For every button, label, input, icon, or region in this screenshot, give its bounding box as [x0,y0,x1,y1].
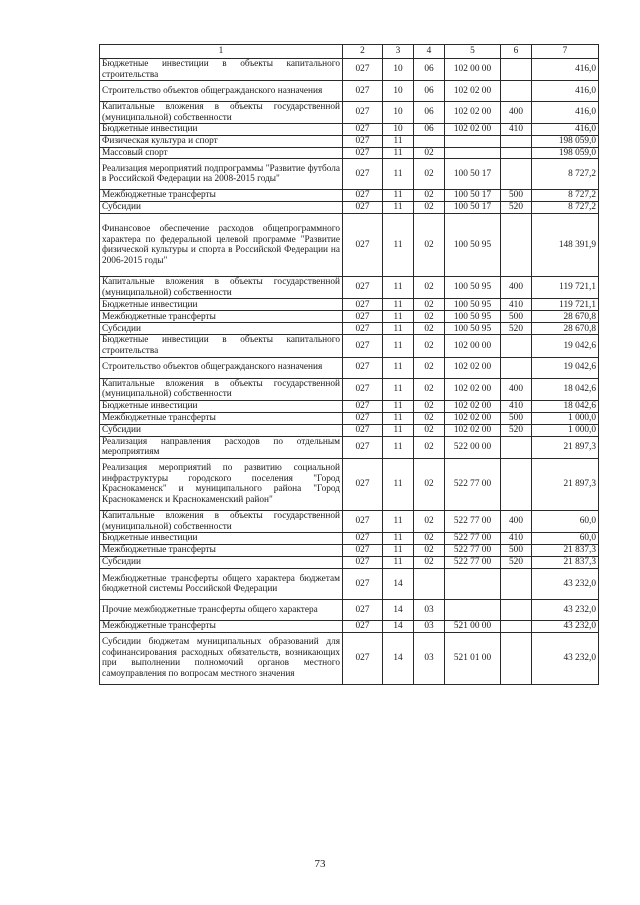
target-article-cell: 100 50 95 [445,277,501,299]
code-cell: 027 [343,400,383,412]
target-article-cell: 522 77 00 [445,545,501,557]
target-article-cell: 100 50 17 [445,202,501,214]
section-cell: 14 [383,569,414,600]
column-header: 5 [445,45,501,59]
section-cell: 11 [383,214,414,277]
expense-type-cell [501,335,532,357]
subsection-cell: 02 [414,277,445,299]
section-cell: 11 [383,277,414,299]
section-cell: 11 [383,299,414,311]
amount-cell: 8 727,2 [532,202,599,214]
target-article-cell: 102 00 00 [445,59,501,81]
table-row [100,202,599,214]
target-article-cell: 100 50 95 [445,214,501,277]
table-row [100,412,599,424]
row-name-cell: Бюджетные инвестиции в объекты капитального строительства [100,335,343,357]
subsection-cell: 02 [414,311,445,323]
column-header: 7 [532,45,599,59]
subsection-cell: 06 [414,59,445,81]
subsection-cell: 02 [414,159,445,190]
section-cell: 10 [383,124,414,136]
row-name-cell: Субсидии [100,323,343,335]
code-cell: 027 [343,214,383,277]
code-cell: 027 [343,378,383,400]
section-cell: 11 [383,436,414,458]
code-cell: 027 [343,621,383,633]
target-article-cell: 522 77 00 [445,557,501,569]
row-name-cell: Капитальные вложения в объекты государственной (муниципальной) собственности [100,102,343,124]
table-row [100,323,599,335]
row-name-cell: Прочие межбюджетные трансферты общего характера [100,600,343,621]
amount-cell: 198 059,0 [532,147,599,159]
row-name-cell: Бюджетные инвестиции [100,533,343,545]
section-cell: 11 [383,202,414,214]
section-cell: 11 [383,147,414,159]
row-name-cell: Субсидии [100,424,343,436]
code-cell: 027 [343,632,383,684]
expense-type-cell: 520 [501,424,532,436]
section-cell: 11 [383,510,414,532]
section-cell: 11 [383,135,414,147]
expense-type-cell: 400 [501,102,532,124]
table-row [100,311,599,323]
expense-type-cell: 520 [501,323,532,335]
table-row [100,124,599,136]
table-row [100,510,599,532]
subsection-cell: 02 [414,545,445,557]
expense-type-cell: 400 [501,277,532,299]
expense-type-cell [501,135,532,147]
subsection-cell: 02 [414,510,445,532]
target-article-cell: 522 77 00 [445,458,501,510]
amount-cell: 416,0 [532,124,599,136]
section-cell: 14 [383,600,414,621]
code-cell: 027 [343,545,383,557]
amount-cell: 1 000,0 [532,424,599,436]
expense-type-cell: 410 [501,299,532,311]
row-name-cell: Бюджетные инвестиции [100,299,343,311]
table-row [100,557,599,569]
subsection-cell: 03 [414,600,445,621]
code-cell: 027 [343,557,383,569]
subsection-cell: 02 [414,533,445,545]
target-article-cell: 522 00 00 [445,436,501,458]
section-cell: 10 [383,81,414,102]
target-article-cell: 100 50 95 [445,311,501,323]
code-cell: 027 [343,323,383,335]
page-number: 73 [314,858,326,870]
code-cell: 027 [343,569,383,600]
table-row [100,81,599,102]
expense-type-cell: 410 [501,400,532,412]
target-article-cell: 102 02 00 [445,102,501,124]
code-cell: 027 [343,202,383,214]
subsection-cell: 02 [414,436,445,458]
amount-cell: 43 232,0 [532,569,599,600]
row-name-cell: Финансовое обеспечение расходов общепрограммного характера по федеральной целевой программе "Развитие физической культуры и спорта в Российской Федерации на 2006-2015 годы" [100,214,343,277]
expense-type-cell [501,458,532,510]
row-name-cell: Массовый спорт [100,147,343,159]
section-cell: 11 [383,190,414,202]
subsection-cell: 02 [414,458,445,510]
amount-cell: 43 232,0 [532,632,599,684]
table-header [100,45,599,59]
row-name-cell: Бюджетные инвестиции в объекты капитального строительства [100,59,343,81]
subsection-cell: 03 [414,621,445,633]
table-row [100,458,599,510]
amount-cell: 119 721,1 [532,277,599,299]
code-cell: 027 [343,135,383,147]
table-row [100,632,599,684]
table-row [100,545,599,557]
row-name-cell: Бюджетные инвестиции [100,400,343,412]
expense-type-cell: 500 [501,190,532,202]
code-cell: 027 [343,190,383,202]
row-name-cell: Субсидии [100,202,343,214]
target-article-cell [445,135,501,147]
expense-type-cell [501,147,532,159]
expense-type-cell [501,59,532,81]
table-row [100,357,599,378]
target-article-cell: 522 77 00 [445,510,501,532]
amount-cell: 60,0 [532,533,599,545]
section-cell: 10 [383,102,414,124]
amount-cell: 1 000,0 [532,412,599,424]
amount-cell: 416,0 [532,59,599,81]
target-article-cell: 522 77 00 [445,533,501,545]
row-name-cell: Межбюджетные трансферты [100,545,343,557]
code-cell: 027 [343,299,383,311]
code-cell: 027 [343,600,383,621]
target-article-cell: 521 00 00 [445,621,501,633]
row-name-cell: Капитальные вложения в объекты государственной (муниципальной) собственности [100,510,343,532]
subsection-cell: 02 [414,400,445,412]
code-cell: 027 [343,311,383,323]
code-cell: 027 [343,159,383,190]
expense-type-cell [501,159,532,190]
table-row [100,335,599,357]
row-name-cell: Межбюджетные трансферты [100,621,343,633]
target-article-cell [445,569,501,600]
row-name-cell: Физическая культура и спорт [100,135,343,147]
section-cell: 11 [383,311,414,323]
expense-type-cell: 520 [501,202,532,214]
amount-cell: 119 721,1 [532,299,599,311]
expense-type-cell: 410 [501,533,532,545]
subsection-cell [414,569,445,600]
amount-cell: 43 232,0 [532,621,599,633]
section-cell: 11 [383,533,414,545]
amount-cell: 148 391,9 [532,214,599,277]
subsection-cell: 02 [414,557,445,569]
table-row [100,378,599,400]
subsection-cell [414,135,445,147]
expense-type-cell: 400 [501,378,532,400]
expense-type-cell: 500 [501,412,532,424]
subsection-cell: 06 [414,81,445,102]
code-cell: 027 [343,102,383,124]
code-cell: 027 [343,436,383,458]
table-row [100,621,599,633]
expense-type-cell [501,621,532,633]
amount-cell: 18 042,6 [532,378,599,400]
column-header: 3 [383,45,414,59]
expense-type-cell: 520 [501,557,532,569]
section-cell: 10 [383,59,414,81]
table-row [100,190,599,202]
expense-type-cell [501,214,532,277]
table-row [100,436,599,458]
code-cell: 027 [343,335,383,357]
amount-cell: 21 897,3 [532,458,599,510]
amount-cell: 21 837,3 [532,545,599,557]
section-cell: 11 [383,378,414,400]
table-row [100,135,599,147]
code-cell: 027 [343,81,383,102]
budget-table [99,44,599,685]
target-article-cell [445,600,501,621]
table-row [100,424,599,436]
row-name-cell: Реализация направления расходов по отдельным мероприятиям [100,436,343,458]
subsection-cell: 02 [414,214,445,277]
target-article-cell: 102 02 00 [445,357,501,378]
section-cell: 11 [383,545,414,557]
subsection-cell: 02 [414,323,445,335]
table-row [100,533,599,545]
amount-cell: 416,0 [532,81,599,102]
amount-cell: 60,0 [532,510,599,532]
amount-cell: 21 897,3 [532,436,599,458]
subsection-cell: 02 [414,357,445,378]
expense-type-cell [501,436,532,458]
amount-cell: 416,0 [532,102,599,124]
amount-cell: 28 670,8 [532,323,599,335]
code-cell: 027 [343,533,383,545]
row-name-cell: Строительство объектов общегражданского назначения [100,81,343,102]
amount-cell: 21 837,3 [532,557,599,569]
code-cell: 027 [343,412,383,424]
expense-type-cell [501,81,532,102]
subsection-cell: 02 [414,412,445,424]
column-header: 2 [343,45,383,59]
target-article-cell: 521 01 00 [445,632,501,684]
code-cell: 027 [343,510,383,532]
target-article-cell: 100 50 95 [445,323,501,335]
section-cell: 11 [383,458,414,510]
amount-cell: 28 670,8 [532,311,599,323]
amount-cell: 43 232,0 [532,600,599,621]
target-article-cell: 100 50 17 [445,190,501,202]
table-row [100,600,599,621]
table-row [100,400,599,412]
amount-cell: 18 042,6 [532,400,599,412]
amount-cell: 19 042,6 [532,335,599,357]
section-cell: 11 [383,335,414,357]
code-cell: 027 [343,424,383,436]
section-cell: 11 [383,424,414,436]
row-name-cell: Капитальные вложения в объекты государственной (муниципальной) собственности [100,277,343,299]
header-row [100,45,599,59]
row-name-cell: Субсидии [100,557,343,569]
table-row [100,214,599,277]
subsection-cell: 02 [414,190,445,202]
table-row [100,277,599,299]
target-article-cell: 102 00 00 [445,335,501,357]
subsection-cell: 06 [414,124,445,136]
row-name-cell: Капитальные вложения в объекты государственной (муниципальной) собственности [100,378,343,400]
target-article-cell: 102 02 00 [445,412,501,424]
row-name-cell: Межбюджетные трансферты [100,412,343,424]
subsection-cell: 06 [414,102,445,124]
section-cell: 14 [383,632,414,684]
section-cell: 11 [383,159,414,190]
expense-type-cell [501,632,532,684]
table-row [100,147,599,159]
column-header: 6 [501,45,532,59]
code-cell: 027 [343,277,383,299]
target-article-cell: 102 02 00 [445,424,501,436]
subsection-cell: 02 [414,335,445,357]
row-name-cell: Реализация мероприятий подпрограммы "Развитие футбола в Российской Федерации на 2008-2015 годы" [100,159,343,190]
section-cell: 11 [383,412,414,424]
table-row [100,59,599,81]
target-article-cell: 100 50 95 [445,299,501,311]
target-article-cell: 102 02 00 [445,378,501,400]
subsection-cell: 03 [414,632,445,684]
expense-type-cell: 410 [501,124,532,136]
expense-type-cell [501,357,532,378]
table-row [100,299,599,311]
section-cell: 11 [383,557,414,569]
amount-cell: 8 727,2 [532,159,599,190]
table-row [100,569,599,600]
row-name-cell: Строительство объектов общегражданского назначения [100,357,343,378]
subsection-cell: 02 [414,299,445,311]
row-name-cell: Субсидии бюджетам муниципальных образований для софинансирования расходных обязательств, возникающих при выполнении полномочий органов местного самоуправления по вопросам местного значения [100,632,343,684]
target-article-cell: 102 02 00 [445,81,501,102]
expense-type-cell [501,569,532,600]
section-cell: 11 [383,323,414,335]
code-cell: 027 [343,59,383,81]
row-name-cell: Бюджетные инвестиции [100,124,343,136]
subsection-cell: 02 [414,202,445,214]
code-cell: 027 [343,124,383,136]
section-cell: 11 [383,400,414,412]
code-cell: 027 [343,357,383,378]
subsection-cell: 02 [414,147,445,159]
target-article-cell: 102 02 00 [445,400,501,412]
target-article-cell: 100 50 17 [445,159,501,190]
expense-type-cell: 500 [501,545,532,557]
amount-cell: 198 059,0 [532,135,599,147]
expense-type-cell: 400 [501,510,532,532]
section-cell: 11 [383,357,414,378]
code-cell: 027 [343,147,383,159]
row-name-cell: Межбюджетные трансферты [100,190,343,202]
amount-cell: 19 042,6 [532,357,599,378]
expense-type-cell [501,600,532,621]
expense-type-cell: 500 [501,311,532,323]
amount-cell: 8 727,2 [532,190,599,202]
target-article-cell: 102 02 00 [445,124,501,136]
subsection-cell: 02 [414,378,445,400]
target-article-cell [445,147,501,159]
subsection-cell: 02 [414,424,445,436]
section-cell: 14 [383,621,414,633]
table-row [100,102,599,124]
row-name-cell: Реализация мероприятий по развитию социальной инфраструктуры городского поселения "Город Краснокаменск" и муниципального района "Город Краснокаменск и Краснокаменский район" [100,458,343,510]
code-cell: 027 [343,458,383,510]
table-row [100,159,599,190]
row-name-cell: Межбюджетные трансферты общего характера бюджетам бюджетной системы Российской Федерации [100,569,343,600]
column-header: 4 [414,45,445,59]
column-header: 1 [100,45,343,59]
table-body [100,59,599,685]
row-name-cell: Межбюджетные трансферты [100,311,343,323]
